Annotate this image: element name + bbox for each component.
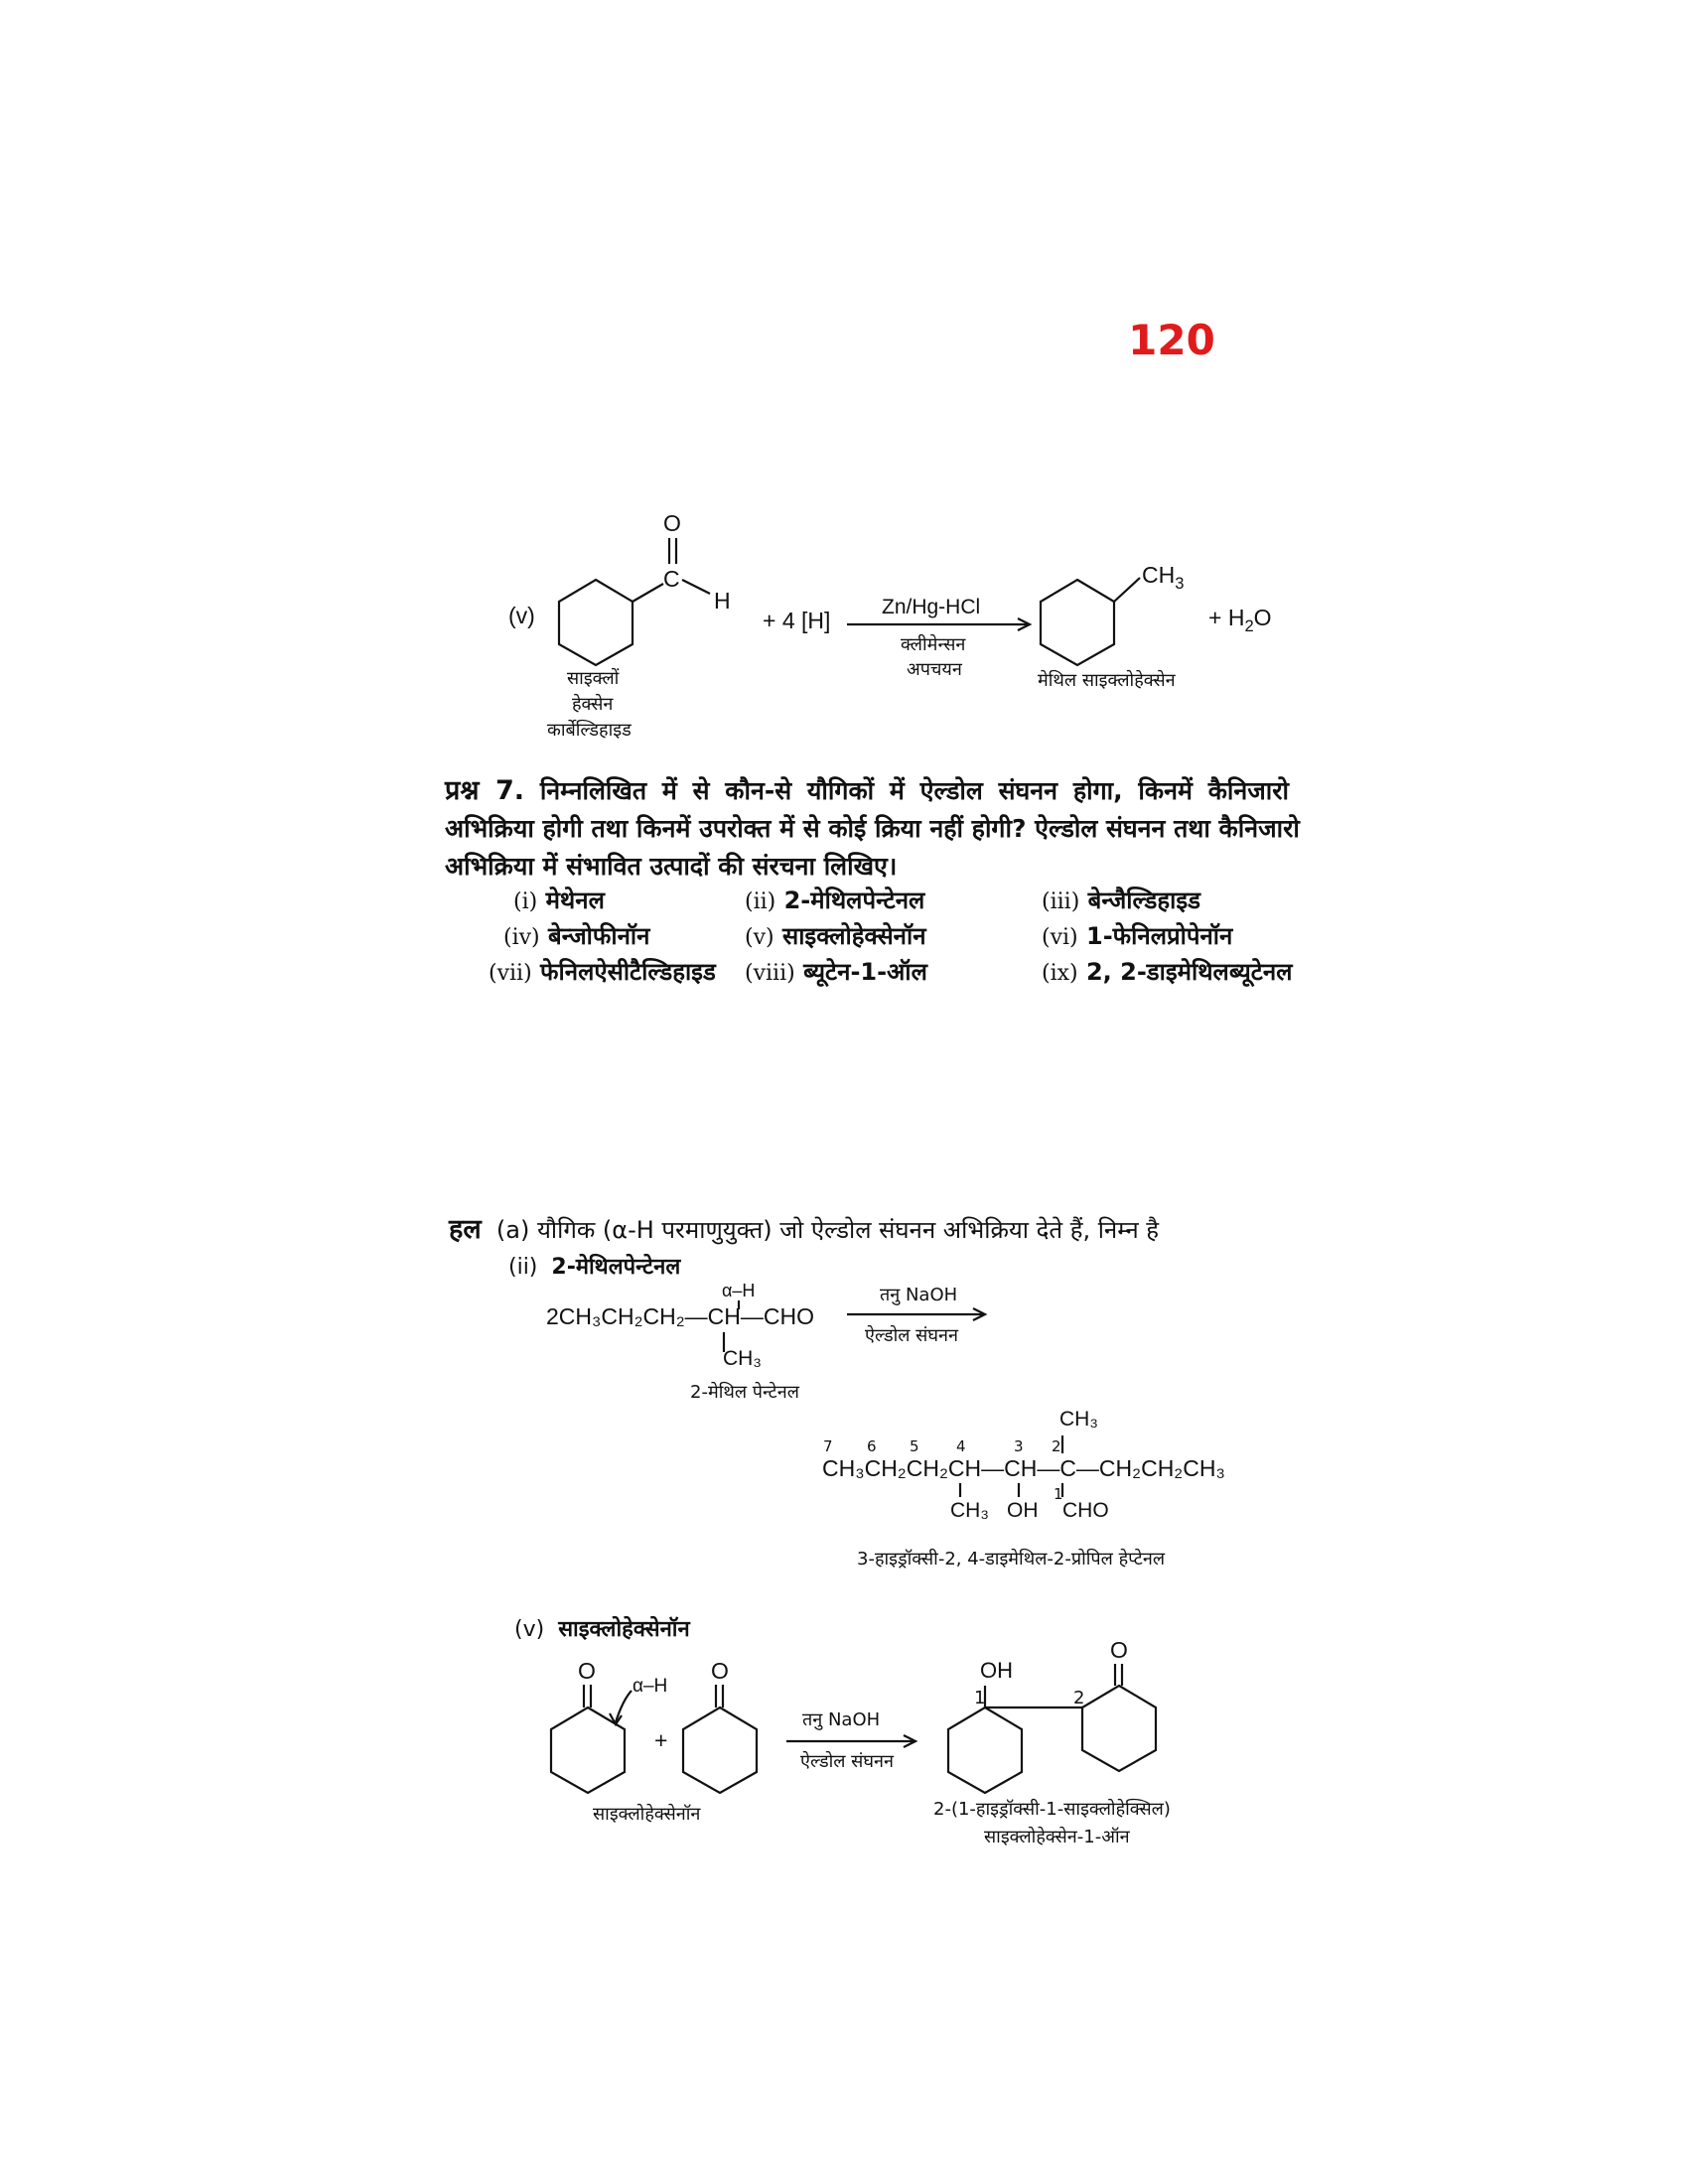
- reactant-ring: [559, 580, 633, 665]
- option-viii: (viii) ब्यूटेन-1-ऑल: [745, 958, 927, 986]
- alpha-h-label: α–H: [722, 1281, 756, 1300]
- reactant-name-line2: हेक्सेन: [572, 694, 614, 715]
- condition-line2: अपचयन: [907, 659, 962, 680]
- alpha-h-arrow: [616, 1691, 632, 1722]
- question-label: प्रश्न 7.: [445, 775, 524, 806]
- product-locant-1: 1: [974, 1688, 986, 1708]
- locant-7: 7: [823, 1437, 833, 1455]
- solution-label: हल: [449, 1214, 482, 1245]
- option-vi: (vi) 1-फेनिलप्रोपेनॉन: [1042, 922, 1233, 950]
- product-sub-aldehyde: CHO: [1062, 1499, 1109, 1522]
- locant-2: 2: [1052, 1437, 1061, 1455]
- reactant-formula-ii: 2CH₃CH₂CH₂—CH—CHO: [546, 1303, 815, 1329]
- reaction-v-label: (v): [508, 603, 535, 628]
- methyl-bond: [1114, 578, 1140, 602]
- alpha-h-label-v: α–H: [633, 1676, 668, 1697]
- reagent-v: तनु NaOH: [802, 1709, 881, 1730]
- page-number: 120: [1128, 316, 1215, 364]
- product-name-v-line1: 2-(1-हाइड्रॉक्सी-1-साइक्लोहेक्सिल): [933, 1799, 1171, 1820]
- product-name-v-line2: साइक्लोहेक्सेन-1-ऑन: [984, 1827, 1130, 1847]
- reactant-name-v: साइक्लोहेक्सेनॉन: [593, 1804, 701, 1825]
- c-h-bond: [682, 580, 710, 594]
- condition-line1: क्लीमेन्सन: [901, 634, 966, 655]
- product-formula-ii: CH₃CH₂CH₂CH—CH—C—CH₂CH₂CH₃: [822, 1455, 1225, 1481]
- solution-heading: हल (a) यौगिक (α-H परमाणुयुक्त) जो ऐल्डोल संघनन अभिक्रिया देते हैं, निम्न है: [449, 1214, 1160, 1245]
- plus-sign: +: [654, 1727, 668, 1753]
- ketone-2-oxygen: O: [711, 1658, 729, 1684]
- condition-ii: ऐल्डोल संघनन: [865, 1325, 958, 1346]
- question-line-2: अभिक्रिया होगी तथा किनमें उपरोक्त में से कोई क्रिया नहीं होगी? ऐल्डोल संघनन तथा कैनिजारो: [445, 814, 1300, 843]
- question-line-1: प्रश्न 7. निम्नलिखित में से कौन-से यौगिकों में ऐल्डोल संघनन होगा, किनमें कैनिजारो: [445, 775, 1289, 806]
- product-methyl: $CH_3$: [1142, 562, 1185, 593]
- reactant-name-line1: साइक्लों: [567, 668, 620, 689]
- product-hydroxyl: OH: [980, 1658, 1013, 1683]
- product-ketone-oxygen: O: [1110, 1637, 1128, 1663]
- aldehyde-hydrogen: H: [714, 588, 731, 614]
- locant-4: 4: [956, 1437, 966, 1455]
- question-7: [445, 772, 1300, 886]
- carbonyl-oxygen: O: [663, 510, 681, 536]
- part-v-heading: (v) साइक्लोहेक्सेनॉन: [514, 1617, 690, 1642]
- carbonyl-carbon: C: [663, 566, 680, 592]
- option-iv: (iv) बेन्जोफीनॉन: [503, 922, 650, 950]
- methyl-substituent: CH₃: [723, 1347, 762, 1370]
- part-ii-heading: (ii) 2-मेथिलपेन्टेनल: [508, 1255, 681, 1280]
- reagent-ii: तनु NaOH: [880, 1285, 958, 1305]
- option-vii: (vii) फेनिलऐसीटैल्डिहाइड: [489, 958, 716, 986]
- option-ix: (ix) 2, 2-डाइमेथिलब्यूटेनल: [1042, 958, 1293, 986]
- option-ii: (ii) 2-मेथिलपेन्टेनल: [745, 887, 925, 914]
- product-name-ii: 3-हाइड्रॉक्सी-2, 4-डाइमेथिल-2-प्रोपिल हेप्टेनल: [857, 1549, 1166, 1570]
- locant-6: 6: [867, 1437, 877, 1455]
- product-name: मेथिल साइक्लोहेक्सेन: [1038, 670, 1176, 691]
- reagent-label: Zn/Hg-HCl: [882, 596, 981, 618]
- ketone-1-oxygen: O: [578, 1658, 596, 1684]
- product-ring-1: [948, 1707, 1022, 1793]
- locant-3: 3: [1014, 1437, 1024, 1455]
- water-byproduct: + $H_2O$: [1208, 605, 1272, 635]
- hydrogen-reagent: + 4 [H]: [763, 608, 831, 633]
- product-sub-hydroxyl: OH: [1007, 1499, 1039, 1522]
- product-sub-methyl: CH₃: [950, 1499, 989, 1522]
- option-i: (i) मेथेनल: [513, 887, 605, 914]
- question-line-3: अभिक्रिया में संभावित उत्पादों की संरचना लिखिए।: [445, 852, 898, 881]
- ring-to-c-bond: [633, 584, 663, 602]
- reactant-name-ii: 2-मेथिल पेन्टेनल: [690, 1382, 799, 1403]
- locant-1: 1: [1054, 1485, 1063, 1503]
- ketone-ring-2: [683, 1707, 757, 1793]
- option-v: (v) साइक्लोहेक्सेनॉन: [745, 922, 926, 950]
- product-ring-2: [1082, 1686, 1156, 1771]
- product-locant-2: 2: [1073, 1688, 1085, 1708]
- option-iii: (iii) बेन्जैल्डिहाइड: [1042, 887, 1200, 914]
- reactant-name-line3: कार्बेल्डिहाइड: [547, 720, 632, 741]
- product-ring: [1041, 580, 1114, 665]
- condition-v: ऐल्डोल संघनन: [800, 1751, 894, 1772]
- product-top-methyl: CH₃: [1059, 1408, 1098, 1431]
- locant-5: 5: [910, 1437, 919, 1455]
